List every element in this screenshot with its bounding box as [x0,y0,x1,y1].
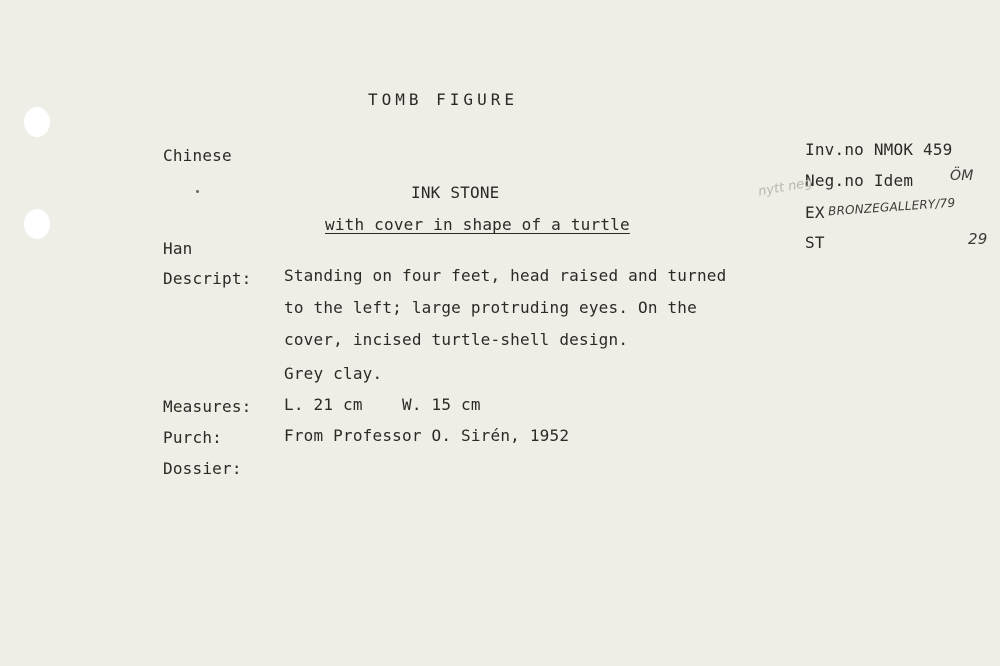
ex-handwritten: BRONZEGALLERY/79 [827,195,956,219]
punch-hole [24,107,50,137]
measures-value: L. 21 cm W. 15 cm [284,395,481,414]
st-handwritten: 29 [968,230,988,248]
inventory-number: Inv.no NMOK 459 [805,140,953,159]
culture: Chinese [163,146,232,165]
card-title: TOMB FIGURE [368,90,518,109]
object-name: INK STONE [411,183,500,202]
negative-handwritten: ÖM [950,168,974,184]
measures-label: Measures: [163,397,252,416]
punch-hole [24,209,50,239]
negative-number: Neg.no Idem [805,171,914,190]
purchase-value: From Professor O. Sirén, 1952 [284,426,570,445]
description-line: Grey clay. [284,364,383,383]
st-label: ST [805,233,825,252]
description-line: cover, incised turtle-shell design. [284,330,629,349]
description-line: to the left; large protruding eyes. On the [284,298,697,317]
description-line: Standing on four feet, head raised and turned [284,266,727,285]
ink-dot [196,190,199,193]
faint-handwritten-note: nytt neg [757,175,814,200]
description-label: Descript: [163,269,252,288]
object-subtitle: with cover in shape of a turtle [325,215,630,234]
purchase-label: Purch: [163,428,222,447]
period: Han [163,239,193,258]
ex-label: EX [805,203,825,222]
dossier-label: Dossier: [163,459,242,478]
